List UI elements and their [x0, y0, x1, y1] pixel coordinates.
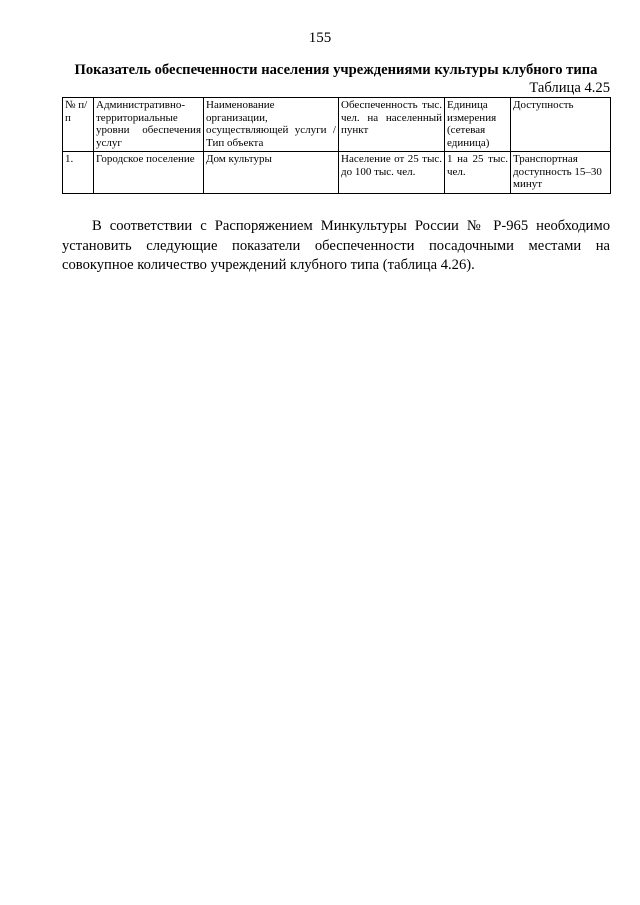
table-cell-number: 1.	[63, 152, 94, 194]
table-header-row	[63, 98, 611, 152]
table-cell-organization: Дом культуры	[204, 152, 339, 194]
body-paragraph: В соответствии с Распоряжением Минкультуры России № Р-965 необходимо установить следующие показатели обеспеченности посадочными местами на совокупное количество учреждений клубного типа (таблица 4.26).	[62, 218, 610, 273]
header-cell-number: № п/п	[63, 98, 94, 152]
document-title: Показатель обеспеченности населения учреждениями культуры клубного типа	[74, 62, 598, 78]
table-caption: Таблица 4.25	[529, 80, 610, 96]
table-row	[63, 152, 611, 194]
table-cell-unit: 1 на 25 тыс. чел.	[445, 152, 511, 194]
data-table	[62, 97, 611, 194]
table-cell-accessibility: Транспортная доступность 15–30 минут	[511, 152, 611, 194]
header-cell-accessibility: Доступность	[511, 98, 611, 152]
header-cell-admin-levels: Административно-территориальные уровни обеспечения услуг	[94, 98, 204, 152]
table-cell-admin-level: Городское поселение	[94, 152, 204, 194]
header-cell-provision: Обеспеченность тыс. чел. на населенный пункт	[339, 98, 445, 152]
page-number: 155	[308, 30, 332, 46]
table-cell-provision: Население от 25 тыс. до 100 тыс. чел.	[339, 152, 445, 194]
header-cell-unit: Единица измерения (сетевая единица)	[445, 98, 511, 152]
header-cell-organization: Наименование организации, осуществляющей услуги / Тип объекта	[204, 98, 339, 152]
